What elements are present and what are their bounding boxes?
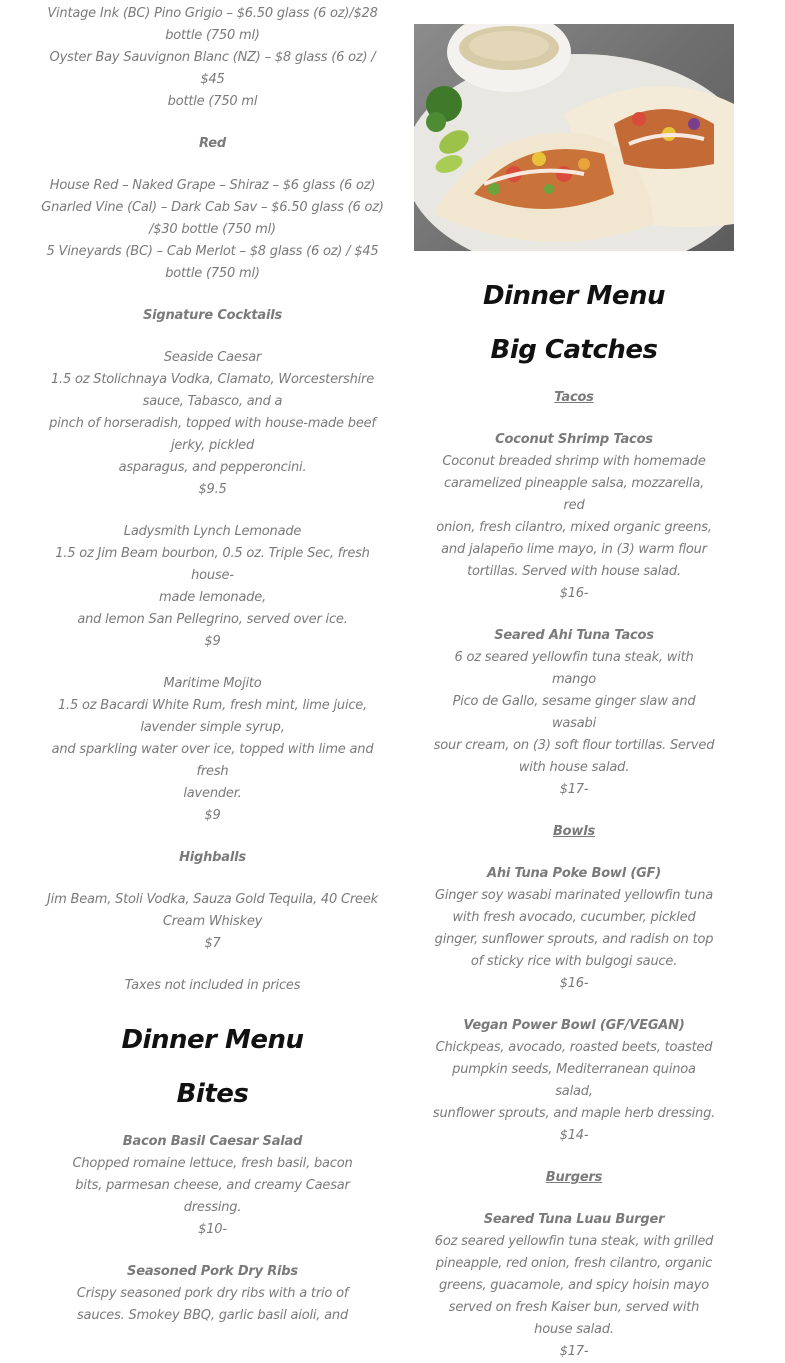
- highballs-line: Cream Whiskey: [162, 914, 263, 929]
- burger-name: Seared Tuna Luau Burger: [483, 1212, 665, 1227]
- caesar-salad-line: Chopped romaine lettuce, fresh basil, bacon: [72, 1156, 353, 1171]
- vegan-bowl-price: $14-: [559, 1128, 589, 1143]
- white-wine-line: Oyster Bay Sauvignon Blanc (NZ) – $8 glass (6 oz) / $45: [49, 50, 376, 87]
- shrimp-tacos-line: Coconut breaded shrimp with homemade: [442, 454, 706, 469]
- red-wine-line: House Red – Naked Grape – Shiraz – $6 glass (6 oz): [49, 178, 376, 193]
- bowls-heading: Bowls: [552, 824, 596, 839]
- highballs-line: Jim Beam, Stoli Vodka, Sauza Gold Tequila, 40 Creek: [47, 892, 378, 907]
- ribs-line: Crispy seasoned pork dry ribs with a trio of: [76, 1286, 349, 1301]
- burgers-heading: Burgers: [545, 1170, 603, 1185]
- caesar-salad-line: dressing.: [183, 1200, 242, 1215]
- red-wine-line: /$30 bottle (750 ml): [149, 222, 276, 237]
- mojito-line: lavender.: [183, 786, 242, 801]
- caesar-line: pinch of horseradish, topped with house-made beef: [49, 416, 376, 431]
- bites-heading: Bites: [176, 1079, 249, 1109]
- tacos-heading: Tacos: [554, 390, 594, 405]
- mojito-line: 1.5 oz Bacardi White Rum, fresh mint, lime juice,: [57, 698, 368, 713]
- tuna-tacos-line: 6 oz seared yellowfin tuna steak, with mango: [454, 650, 694, 687]
- mojito-line: and sparkling water over ice, topped with lime and fresh: [51, 742, 374, 779]
- white-wine-line: bottle (750 ml: [167, 94, 258, 109]
- dinner-menu-heading: Dinner Menu: [482, 281, 666, 311]
- tuna-tacos-line: with house salad.: [518, 760, 630, 775]
- ribs-line: sauces. Smokey BBQ, garlic basil aioli, and: [76, 1308, 348, 1323]
- red-wine-line: 5 Vineyards (BC) – Cab Merlot – $8 glass (6 oz) / $45: [46, 244, 379, 259]
- mojito-price: $9: [204, 808, 221, 823]
- lemonade-price: $9: [204, 634, 221, 649]
- shrimp-tacos-price: $16-: [559, 586, 589, 601]
- burger-line: served on fresh Kaiser bun, served with: [448, 1300, 700, 1315]
- poke-bowl-line: Ginger soy wasabi marinated yellowfin tuna: [434, 888, 713, 903]
- burger-line: 6oz seared yellowfin tuna steak, with grilled: [434, 1234, 714, 1249]
- mojito-line: lavender simple syrup,: [140, 720, 285, 735]
- red-wine-line: bottle (750 ml): [165, 266, 260, 281]
- caesar-line: sauce, Tabasco, and a: [142, 394, 283, 409]
- burger-price: $17-: [559, 1344, 589, 1359]
- red-wine-line: Gnarled Vine (Cal) – Dark Cab Sav – $6.50 glass (6 oz): [41, 200, 384, 215]
- caesar-salad-line: bits, parmesan cheese, and creamy Caesar: [75, 1178, 350, 1193]
- white-wine-line: Vintage Ink (BC) Pino Grigio – $6.50 glass (6 oz)/$28: [47, 6, 378, 21]
- tuna-tacos-line: Pico de Gallo, sesame ginger slaw and wasabi: [452, 694, 696, 731]
- poke-bowl-name: Ahi Tuna Poke Bowl (GF): [487, 866, 661, 881]
- lemonade-line: 1.5 oz Jim Beam bourbon, 0.5 oz. Triple Sec, fresh house-: [55, 546, 370, 583]
- vegan-bowl-line: Chickpeas, avocado, roasted beets, toasted: [435, 1040, 713, 1055]
- tuna-tacos-line: sour cream, on (3) soft flour tortillas. Served: [433, 738, 715, 753]
- red-wine-heading: Red: [199, 136, 226, 151]
- caesar-line: asparagus, and pepperoncini.: [118, 460, 307, 475]
- shrimp-tacos-line: caramelized pineapple salsa, mozzarella, red: [443, 476, 705, 513]
- poke-bowl-line: ginger, sunflower sprouts, and radish on top: [434, 932, 714, 947]
- caesar-price: $9.5: [198, 482, 227, 497]
- shrimp-tacos-line: tortillas. Served with house salad.: [467, 564, 681, 579]
- burger-line: pineapple, red onion, fresh cilantro, organic: [435, 1256, 713, 1271]
- poke-bowl-price: $16-: [559, 976, 589, 991]
- fish-tacos-photo: [414, 24, 734, 251]
- dinner-menu-heading: Dinner Menu: [121, 1025, 304, 1055]
- ribs-name: Seasoned Pork Dry Ribs: [127, 1264, 298, 1279]
- big-catches-column: [432, 281, 716, 1363]
- caesar-line: Seaside Caesar: [163, 350, 262, 365]
- lemonade-line: made lemonade,: [158, 590, 267, 605]
- burger-line: house salad.: [534, 1322, 614, 1337]
- caesar-salad-price: $10-: [198, 1222, 227, 1237]
- drinks-and-bites-column: [40, 0, 385, 1327]
- tuna-tacos-name: Seared Ahi Tuna Tacos: [494, 628, 654, 643]
- cocktails-heading: Signature Cocktails: [142, 308, 283, 323]
- highballs-heading: Highballs: [179, 850, 246, 865]
- fish-tacos-illustration: [414, 24, 734, 251]
- lemonade-line: Ladysmith Lynch Lemonade: [123, 524, 302, 539]
- vegan-bowl-line: pumpkin seeds, Mediterranean quinoa salad,: [452, 1062, 696, 1099]
- highballs-price: $7: [204, 936, 221, 951]
- shrimp-tacos-line: and jalapeño lime mayo, in (3) warm flour: [441, 542, 707, 557]
- caesar-salad-name: Bacon Basil Caesar Salad: [122, 1134, 303, 1149]
- white-wine-line: bottle (750 ml): [165, 28, 260, 43]
- lemonade-line: and lemon San Pellegrino, served over ice.: [77, 612, 348, 627]
- taxes-note: Taxes not included in prices: [124, 978, 301, 993]
- vegan-bowl-line: sunflower sprouts, and maple herb dressing.: [432, 1106, 716, 1121]
- tuna-tacos-price: $17-: [559, 782, 589, 797]
- mojito-line: Maritime Mojito: [163, 676, 262, 691]
- caesar-line: jerky, pickled: [170, 438, 255, 453]
- burger-line: greens, guacamole, and spicy hoisin mayo: [439, 1278, 709, 1293]
- vegan-bowl-name: Vegan Power Bowl (GF/VEGAN): [463, 1018, 685, 1033]
- shrimp-tacos-line: onion, fresh cilantro, mixed organic greens,: [436, 520, 712, 535]
- caesar-line: 1.5 oz Stolichnaya Vodka, Clamato, Worcestershire: [50, 372, 374, 387]
- big-catches-heading: Big Catches: [490, 335, 658, 365]
- poke-bowl-line: of sticky rice with bulgogi sauce.: [470, 954, 678, 969]
- poke-bowl-line: with fresh avocado, cucumber, pickled: [452, 910, 696, 925]
- shrimp-tacos-name: Coconut Shrimp Tacos: [495, 432, 653, 447]
